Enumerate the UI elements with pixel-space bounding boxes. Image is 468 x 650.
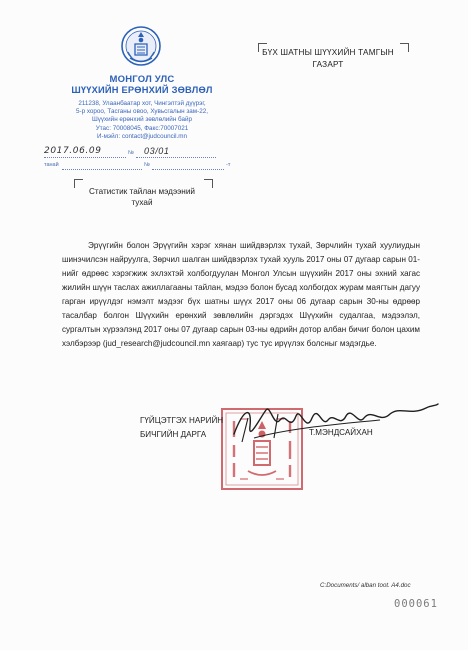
org-name-line2: ШҮҮХИЙН ЕРӨНХИЙ ЗӨВЛӨЛ [71,85,213,95]
subject-line1: Статистик тайлан мэдээний [89,187,195,196]
recipient-corner-mark [400,43,409,52]
org-name-line1: МОНГОЛ УЛС [109,74,175,85]
handwritten-signature [230,398,440,446]
your-ref-suffix: -т [226,162,231,168]
signatory-title-line2: БИЧГИЙН ДАРГА [140,430,207,439]
address-line: Шүүхийн ерөнхий зөвлөлийн байр [91,116,193,124]
organization-address [60,100,224,141]
state-emblem-icon [121,24,161,68]
file-path: C:Documents/ alban toot. A4.doc [320,582,411,589]
date-rule [44,157,126,158]
recipient-line1: БҮХ ШАТНЫ ШҮҮХИЙН ТАМГЫН [262,48,394,57]
recipient-line2: ГАЗАРТ [312,60,344,69]
reference-line [44,147,234,177]
your-ref-label: танай [44,162,59,168]
your-ref-rule [62,169,142,170]
email-line: И-мэйл: contact@judcouncil.mn [96,132,188,140]
signatory-title [140,414,223,442]
subject-block [82,186,202,208]
phone-fax-line: Утас: 70008045, Факс:70007021 [95,124,189,132]
your-ref-number-rule [152,169,224,170]
address-line: 211238, Улаанбаатар хот, Чингэлтэй дүүрэг, [78,100,206,107]
page-number: 000061 [394,598,438,610]
number-label: № [128,150,134,156]
number-rule [136,157,216,158]
letter-number: 03/01 [144,146,170,156]
address-line: 5-р хороо, Тасганы овоо, Хувьсгалын зам-22, [76,108,208,116]
letter-date: 2017.06.09 [44,146,102,156]
signatory-title-line1: ГҮЙЦЭТГЭХ НАРИЙН [140,416,224,425]
body-paragraph: Эрүүгийн болон Эрүүгийн хэрэг хянан шийдвэрлэх тухай, Зөрчлийн тухай хуулиудын шинэчилсэн найруулга, Зөрчил шалган шийдвэрлэх тухай хууль 2017 оны 07 дугаар сарын 01-нийг өдрөөс хэрэгжиж эхлэхтэй холбогдуулан Монгол Улсын шүүхийн 2017 оны эхний хагас жилийн шүүн таслах ажиллагааны тайлан, мэдээ болон бусад холбогдох журам маягтын дагуу гарган ирүүлдэг нэмэлт мэдээг бүх шатны шүүх 2017 оны 06 дугаар сарын 30-ны өдрөөр тасалбар болгон Шүүхийн ерөнхий зөвлөлийн дэргэдэх Шүүхийн судалгаа, мэдээлэл, сургалтын хүрээлэнд 2017 оны 07 дугаар сарын 03-ны өдрийн дотор албан бичиг болон цахим хэлбэрээр (jud_research@judcouncil.mn хаягаар) тус тус ирүүлэх болсныг мэдэгдье. [62,241,420,348]
subject-corner-mark [204,179,213,188]
organization-name [60,74,224,96]
signatory-name: Т.МЭНДСАЙХАН [309,428,373,437]
subject-line2: тухай [131,198,153,207]
recipient-block [258,47,398,71]
your-ref-number-label: № [144,162,150,168]
